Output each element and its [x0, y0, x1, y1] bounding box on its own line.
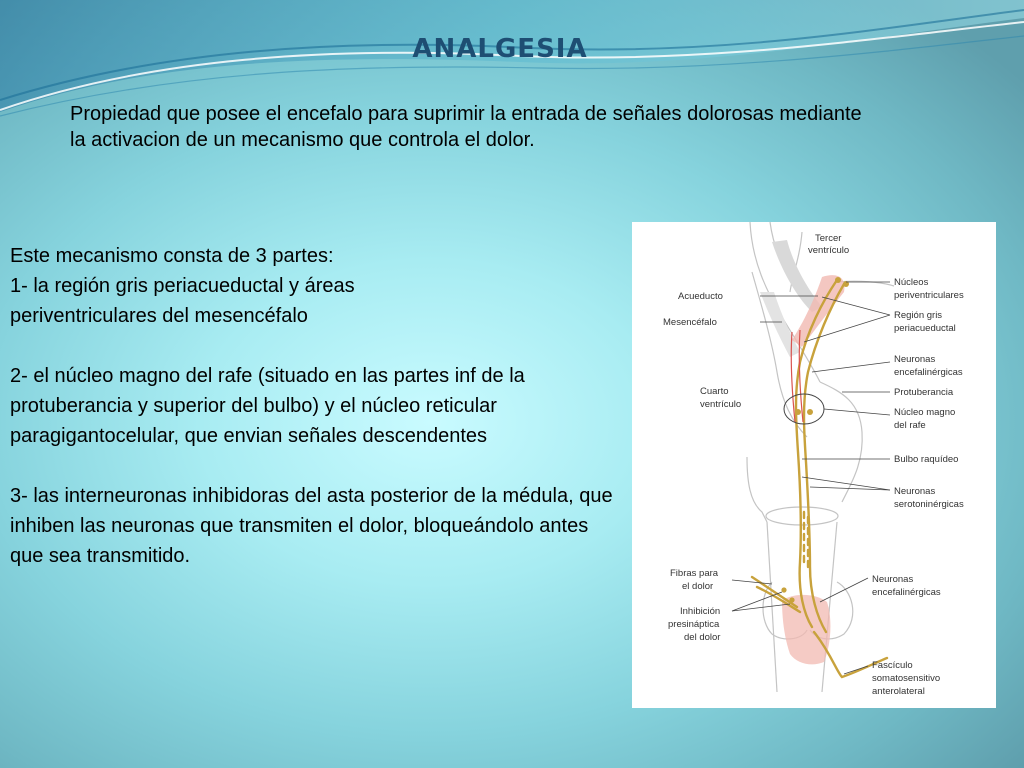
label-fasciculo-2: somatosensitivo — [872, 673, 941, 684]
part1-line1: 1- la región gris periacueductal y áreas — [10, 275, 355, 297]
label-neuronas-enc-2: encefalinérgicas — [894, 367, 963, 378]
intro-paragraph: Propiedad que posee el encefalo para suprimir la entrada de señales dolorosas mediante la activacion de un mecanismo que controla el dolor. — [70, 103, 862, 151]
label-mesencefalo: Mesencéfalo — [663, 317, 717, 328]
parts-text — [10, 241, 620, 601]
label-fasciculo-1: Fascículo — [872, 660, 913, 671]
analgesia-diagram — [632, 222, 996, 708]
part1-block — [10, 241, 620, 331]
label-acueducto: Acueducto — [678, 291, 723, 302]
label-nucleos-1: Núcleos — [894, 277, 929, 288]
label-neuronas-enc2-2: encefalinérgicas — [872, 587, 941, 598]
label-cuarto-ventriculo-2: ventrículo — [700, 399, 742, 410]
label-neuronas-enc2-1: Neuronas — [872, 574, 914, 585]
label-cuarto-ventriculo-1: Cuarto — [700, 386, 729, 397]
part3-text: 3- las interneuronas inhibidoras del asta posterior de la médula, que inhiben las neuronas que transmiten el dolor, bloqueándolo antes que sea transmitido. — [10, 485, 613, 567]
label-bulbo: Bulbo raquídeo — [894, 454, 959, 465]
label-tercer-ventriculo-2: ventrículo — [808, 245, 850, 256]
part1-line2: periventriculares del mesencéfalo — [10, 305, 308, 327]
label-region-gris-1: Región gris — [894, 310, 943, 321]
brainstem-spinal-cord-figure — [632, 222, 996, 708]
label-tercer-ventriculo-1: Tercer — [815, 233, 842, 244]
label-neuronas-enc-1: Neuronas — [894, 354, 936, 365]
label-fasciculo-3: anterolateral — [872, 686, 925, 697]
label-nucleo-magno-1: Núcleo magno — [894, 407, 956, 418]
label-region-gris-2: periacueductal — [894, 323, 956, 334]
part2-text: 2- el núcleo magno del rafe (situado en las partes inf de la protuberancia y superior del bulbo) y el núcleo reticular paragigantocelular, que envian señales descendentes — [10, 365, 525, 447]
label-inhibicion-3: del dolor — [684, 632, 721, 643]
slide-title: ANALGESIA — [412, 34, 588, 64]
label-neuronas-sero-1: Neuronas — [894, 486, 936, 497]
label-nucleo-magno-2: del rafe — [894, 420, 926, 431]
label-fibras-2: el dolor — [682, 581, 714, 592]
label-nucleos-2: periventriculares — [894, 290, 964, 301]
label-inhibicion-1: Inhibición — [680, 606, 721, 617]
label-neuronas-sero-2: serotoninérgicas — [894, 499, 964, 510]
label-fibras-1: Fibras para — [670, 568, 719, 579]
label-inhibicion-2: presináptica — [668, 619, 720, 630]
parts-heading: Este mecanismo consta de 3 partes: — [10, 245, 334, 267]
label-protuberancia: Protuberancia — [894, 387, 954, 398]
